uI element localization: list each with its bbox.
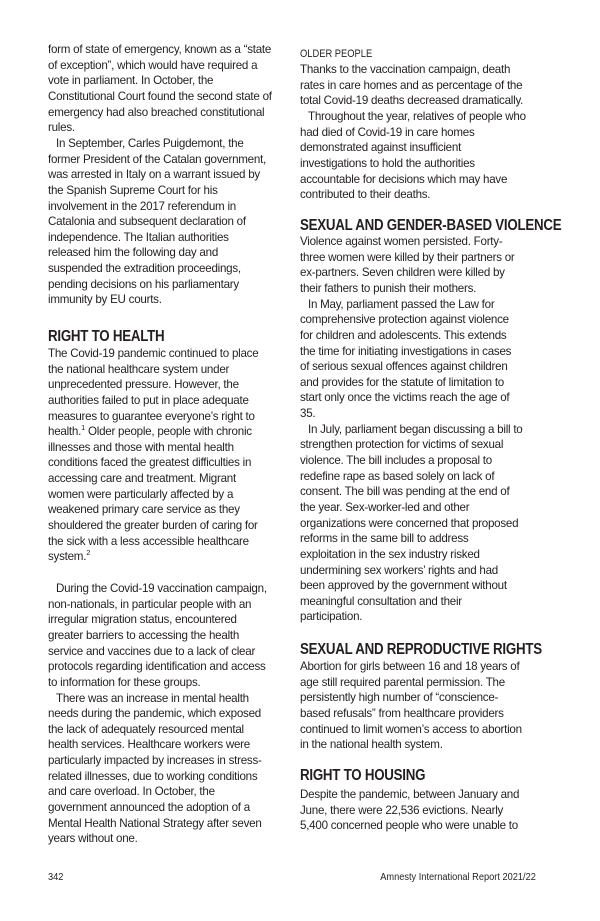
text-line-content: weakened primary care service as they xyxy=(48,503,240,517)
text-line-content: rules. xyxy=(48,121,75,135)
text-line-content: exploitation in the sex industry risked xyxy=(300,547,480,561)
text-line xyxy=(300,359,550,375)
text-line xyxy=(300,140,550,156)
text-line-content: reforms in the same bill to address xyxy=(300,532,469,546)
text-line xyxy=(300,690,550,706)
text-line xyxy=(48,769,298,785)
text-line xyxy=(48,471,298,487)
text-line xyxy=(300,234,550,250)
paragraph xyxy=(300,787,550,834)
text-line-content: vote in parliament. In October, the xyxy=(48,74,214,88)
text-line xyxy=(48,628,298,644)
text-line xyxy=(48,534,298,550)
text-line-content: was arrested in Italy on a warrant issued by xyxy=(48,168,260,182)
text-line xyxy=(48,199,298,215)
text-line xyxy=(48,167,298,183)
text-line-content: start only once the victims reach the age of xyxy=(300,391,510,405)
text-line-content: the time for initiating investigations in cases xyxy=(300,344,512,358)
text-line-content: particularly impacted by increases in stress- xyxy=(48,754,262,768)
text-line-content: of exception”, which would have required a xyxy=(48,58,258,72)
text-line xyxy=(48,58,298,74)
text-line-content: involvement in the 2017 referendum in xyxy=(48,199,236,213)
text-line-content: redefine rape as based solely on lack of xyxy=(300,469,495,483)
text-line xyxy=(300,437,550,453)
text-line-content: conditions faced the greatest difficulties in xyxy=(48,456,252,470)
text-line xyxy=(48,230,298,246)
text-line xyxy=(300,187,550,203)
text-line xyxy=(300,344,550,360)
text-line xyxy=(300,722,550,738)
text-line xyxy=(48,377,298,393)
text-line-content: pending decisions on his parliamentary xyxy=(48,277,239,291)
text-line-content: of serious sexual offences against children xyxy=(300,360,508,374)
text-line-content: system. xyxy=(48,550,87,564)
text-line xyxy=(48,292,298,308)
text-line xyxy=(48,612,298,628)
text-line xyxy=(48,816,298,832)
text-line-content: government announced the adoption of a xyxy=(48,800,250,814)
text-line xyxy=(300,78,550,94)
text-line-content: non-nationals, in particular people with an xyxy=(48,597,252,611)
footnote-marker: 1 xyxy=(81,423,85,433)
text-line xyxy=(48,597,298,613)
text-line xyxy=(300,312,550,328)
text-line xyxy=(300,156,550,172)
section-heading-reproductive-rights: SEXUAL AND REPRODUCTIVE RIGHTS xyxy=(300,641,542,658)
text-line-content: three women were killed by their partners or xyxy=(300,250,515,264)
paragraph xyxy=(48,346,298,565)
text-line xyxy=(48,42,298,58)
text-line xyxy=(300,706,550,722)
text-line xyxy=(48,659,298,675)
text-line xyxy=(300,62,550,78)
text-line xyxy=(48,105,298,121)
text-line xyxy=(300,659,550,675)
text-line-content: the national healthcare system under xyxy=(48,362,230,376)
text-line-content: Thanks to the vaccination campaign, death xyxy=(300,63,511,76)
text-line-content: been approved by the government without xyxy=(300,579,507,593)
text-line xyxy=(48,152,298,168)
paragraph xyxy=(300,422,550,625)
footnote-marker: 2 xyxy=(86,548,91,558)
text-line-content: protocols regarding identification and access xyxy=(48,660,266,674)
text-line xyxy=(300,281,550,297)
text-line xyxy=(48,706,298,722)
paragraph xyxy=(48,42,298,136)
text-line-content: Mental Health National Strategy after seven xyxy=(48,816,262,830)
text-line-content: participation. xyxy=(300,610,363,624)
text-line xyxy=(48,502,298,518)
text-line xyxy=(48,831,298,847)
text-line-content: June, there were 22,536 evictions. Nearly xyxy=(300,803,504,817)
text-line-content: measures to guarantee everyone’s right to xyxy=(48,409,255,423)
text-line-content: Constitutional Court found the second state of xyxy=(48,89,272,103)
text-line xyxy=(48,183,298,199)
text-line-content: unprecedented pressure. However, the xyxy=(48,378,239,392)
text-line-content: irregular migration status, encountered xyxy=(48,613,237,627)
text-line-content: based refusals” from healthcare providers xyxy=(300,706,504,720)
text-line xyxy=(300,818,550,834)
paragraph xyxy=(300,109,550,203)
text-line-content: former President of the Catalan government, xyxy=(48,152,267,166)
text-line-content: There was an increase in mental health xyxy=(56,691,249,705)
text-line-content: age still required parental permission. The xyxy=(300,675,505,689)
text-line xyxy=(300,172,550,188)
text-line-content: and provides for the statute of limitation to xyxy=(300,375,504,389)
text-line-content: Throughout the year, relatives of people who xyxy=(308,110,526,123)
text-line-content: illnesses and those with mental health xyxy=(48,440,234,454)
text-line xyxy=(300,594,550,610)
text-line-content: authorities failed to put in place adequate xyxy=(48,393,249,407)
text-line-content: for children and adolescents. This extends xyxy=(300,328,507,342)
text-line-content: investigations to hold the authorities xyxy=(300,156,475,170)
text-line-content: needs during the pandemic, which exposed xyxy=(48,707,262,721)
text-line-content: Catalonia and subsequent declaration of xyxy=(48,215,246,229)
text-line-content: total Covid-19 deaths decreased dramatically. xyxy=(300,94,524,108)
text-line xyxy=(300,609,550,625)
text-line xyxy=(300,328,550,344)
text-line-content: continued to limit women’s access to abortion xyxy=(300,722,522,736)
paragraph xyxy=(300,62,550,109)
text-line-content: Violence against women persisted. Forty- xyxy=(300,235,503,248)
text-line xyxy=(300,500,550,516)
text-line-content: released him the following day and xyxy=(48,246,219,260)
text-line xyxy=(48,518,298,534)
text-line xyxy=(300,250,550,266)
paragraph xyxy=(300,297,550,422)
text-line-content: 35. xyxy=(300,407,316,421)
section-heading-right-to-housing: RIGHT TO HOUSING xyxy=(300,767,426,784)
text-line xyxy=(300,547,550,563)
text-line-content: undermining sex workers’ rights and had xyxy=(300,563,498,577)
text-line xyxy=(300,297,550,313)
text-line xyxy=(48,722,298,738)
text-line xyxy=(300,531,550,547)
text-line-content: The Covid-19 pandemic continued to place xyxy=(48,347,259,360)
text-line-content: service and vaccines due to a lack of clear xyxy=(48,644,256,658)
text-line-content: In May, parliament passed the Law for xyxy=(308,297,495,311)
text-line-content: related illnesses, due to working conditions xyxy=(48,769,258,783)
text-line-content: Despite the pandemic, between January and xyxy=(300,788,520,801)
text-line xyxy=(48,245,298,261)
text-line-content: to information for these groups. xyxy=(48,675,201,689)
text-line-content: strengthen protection for victims of sexual xyxy=(300,438,504,452)
text-line-content: In July, parliament began discussing a bill to xyxy=(308,422,523,436)
text-line-content: persistently high number of “conscience- xyxy=(300,691,499,705)
text-line xyxy=(48,89,298,105)
text-line-content: the sick with a less accessible healthcare xyxy=(48,534,249,548)
text-line xyxy=(48,120,298,136)
text-line-content: independence. The Italian authorities xyxy=(48,230,229,244)
text-line xyxy=(48,455,298,471)
text-line xyxy=(300,737,550,753)
text-line xyxy=(300,422,550,438)
text-line-content: health. xyxy=(48,425,82,439)
text-line xyxy=(48,136,298,152)
text-line xyxy=(48,261,298,277)
text-line xyxy=(300,375,550,391)
text-line xyxy=(300,484,550,500)
text-line-content: contributed to their deaths. xyxy=(300,188,431,202)
text-line xyxy=(300,578,550,594)
text-line-content: During the Covid-19 vaccination campaign, xyxy=(56,582,267,595)
report-title: Amnesty International Report 2021/22 xyxy=(380,871,536,883)
text-line xyxy=(48,691,298,707)
paragraph xyxy=(300,659,550,753)
text-line-content: accessing care and treatment. Migrant xyxy=(48,472,236,486)
text-line xyxy=(300,390,550,406)
text-line xyxy=(48,424,298,440)
text-line-content: demonstrated against insufficient xyxy=(300,141,462,155)
text-line-content: consent. The bill was pending at the end of xyxy=(300,485,510,499)
text-line-content: years without one. xyxy=(48,832,138,846)
text-line-content: their fathers to punish their mothers. xyxy=(300,281,477,295)
paragraph xyxy=(300,234,550,297)
section-heading-gender-based-violence: SEXUAL AND GENDER-BASED VIOLENCE xyxy=(300,217,562,234)
text-line-content: In September, Carles Puigdemont, the xyxy=(56,137,244,150)
text-line-content: health services. Healthcare workers were xyxy=(48,738,250,752)
paragraph xyxy=(48,581,298,690)
text-line xyxy=(300,453,550,469)
text-line xyxy=(48,393,298,409)
text-line-content: the lack of adequately resourced mental xyxy=(48,722,244,736)
text-line xyxy=(48,800,298,816)
text-line-content: organizations were concerned that proposed xyxy=(300,516,519,530)
text-line-content: the year. Sex-worker-led and other xyxy=(300,501,470,514)
text-line xyxy=(48,737,298,753)
text-line-content: form of state of emergency, known as a “state xyxy=(48,43,272,56)
text-line xyxy=(300,265,550,281)
text-line xyxy=(48,346,298,362)
text-line-content: Abortion for girls between 16 and 18 years of xyxy=(300,660,520,673)
text-line-content: 5,400 concerned people who were unable to xyxy=(300,819,518,833)
subheading-older-people: OLDER PEOPLE xyxy=(300,48,373,60)
text-line-content: comprehensive protection against violence xyxy=(300,313,509,327)
text-line-content: the Spanish Supreme Court for his xyxy=(48,183,218,197)
text-line xyxy=(48,581,298,597)
text-line xyxy=(48,277,298,293)
text-line-content: accountable for decisions which may have xyxy=(300,172,508,186)
text-line xyxy=(48,362,298,378)
text-line xyxy=(300,406,550,422)
text-line xyxy=(48,784,298,800)
text-line-content: immunity by EU courts. xyxy=(48,293,162,307)
text-line xyxy=(48,753,298,769)
text-line xyxy=(300,563,550,579)
page-number: 342 xyxy=(48,871,64,883)
section-heading-right-to-health: RIGHT TO HEALTH xyxy=(48,328,165,345)
text-line xyxy=(48,73,298,89)
text-line-content: rates in care homes and as percentage of the xyxy=(300,78,523,92)
text-line-content: shouldered the greater burden of caring for xyxy=(48,519,258,533)
text-line xyxy=(300,93,550,109)
paragraph xyxy=(48,691,298,847)
text-line xyxy=(48,675,298,691)
paragraph xyxy=(48,136,298,308)
text-line-content: Older people, people with chronic xyxy=(87,425,252,439)
text-line xyxy=(300,516,550,532)
text-line xyxy=(48,409,298,425)
text-line-content: violence. The bill includes a proposal to xyxy=(300,454,492,468)
text-line-content: had died of Covid-19 in care homes xyxy=(300,125,475,139)
text-line-content: in the national health system. xyxy=(300,738,443,752)
text-line xyxy=(48,214,298,230)
text-line xyxy=(300,109,550,125)
text-line xyxy=(300,675,550,691)
text-line-content: meaningful consultation and their xyxy=(300,594,462,608)
text-line-content: greater barriers to accessing the health xyxy=(48,628,240,642)
text-line-content: emergency had also breached constitutional xyxy=(48,105,265,119)
text-line xyxy=(300,125,550,141)
text-line-content: and care overload. In October, the xyxy=(48,785,215,799)
text-line xyxy=(300,787,550,803)
text-line xyxy=(48,440,298,456)
text-line xyxy=(48,549,298,565)
text-line xyxy=(48,644,298,660)
text-line-content: suspended the extradition proceedings, xyxy=(48,262,241,276)
text-line-content: women were particularly affected by a xyxy=(48,487,234,501)
text-line xyxy=(300,469,550,485)
text-line-content: ex-partners. Seven children were killed by xyxy=(300,266,505,280)
text-line xyxy=(300,803,550,819)
text-line xyxy=(48,487,298,503)
